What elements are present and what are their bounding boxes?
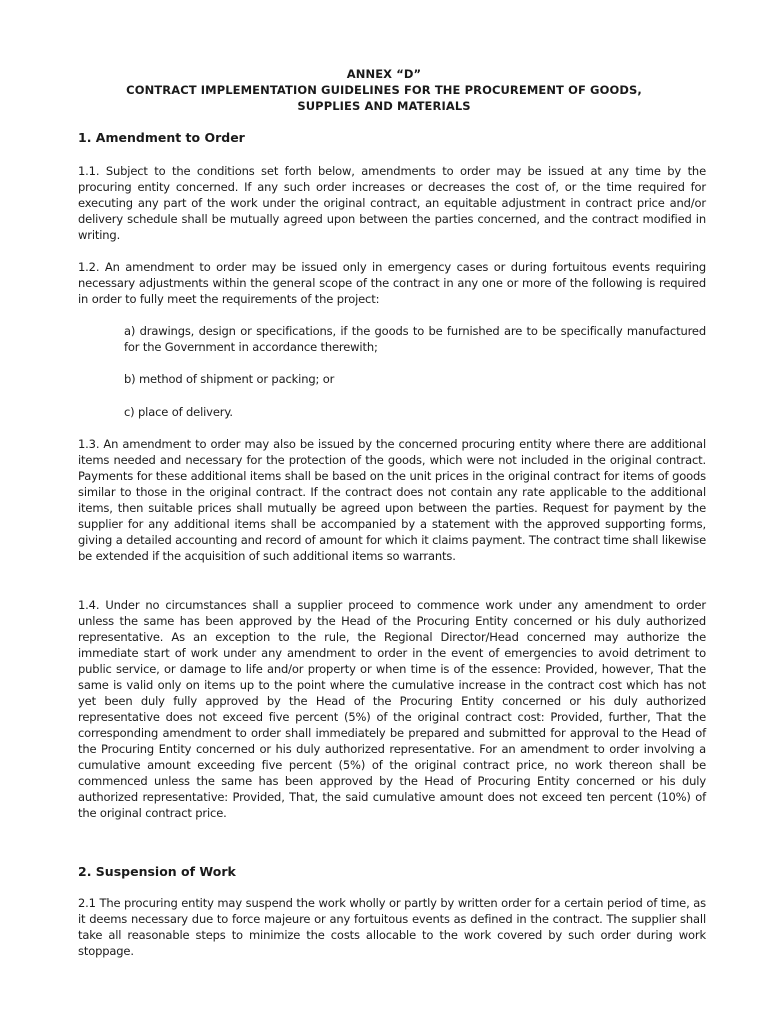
annex-label: ANNEX “D” xyxy=(346,67,422,81)
title-line: CONTRACT IMPLEMENTATION GUIDELINES FOR THE PROCUREMENT OF GOODS, xyxy=(126,83,642,97)
section-heading-amendment: 1. Amendment to Order xyxy=(78,130,245,145)
paragraph-1-4: 1.4. Under no circumstances shall a supplier proceed to commence work under any amendment to order unless the same has been approved by the Head of the Procuring Entity concerned or his duly authorized representative. As an exception to the rule, the Regional Director/Head concerned may authorize the immediate start of work under any amendment to order in the event of emergencies to avoid detriment to public service, or damage to life and/or property or when time is of the essence: Provided, however, That the same is valid only on items up to the point where the cumulative increase in the contract cost which has not yet been duly fully approved by the Head of the Procuring Entity concerned or his duly authorized representative does not exceed five percent (5%) of the original contract cost: Provided, further, That the corresponding amendment to order shall immediately be prepared and submitted for approval to the Head of the Procuring Entity concerned or his duly authorized representative. For an amendment to order involving a cumulative amount exceeding five percent (5%) of the original contract price, no work thereon shall be commenced unless the same has been approved by the Head of Procuring Entity concerned or his duly authorized representative: Provided, That, the said cumulative amount does not exceed ten percent (10%) of the original contract price. xyxy=(78,598,706,820)
document-title xyxy=(0,66,768,114)
list-item-b: b) method of shipment or packing; or xyxy=(124,372,335,386)
paragraph-1-3: 1.3. An amendment to order may also be issued by the concerned procuring entity where there are additional items needed and necessary for the protection of the goods, which were not included in the original contract. Payments for these additional items shall be based on the unit prices in the original contract for items of goods similar to those in the original contract. If the contract does not contain any rate applicable to the additional items, then suitable prices shall mutually be agreed upon between the parties. Request for payment by the supplier for any additional items shall be accompanied by a statement with the approved supporting forms, giving a detailed accounting and record of amount for which it claims payment. The contract time shall likewise be extended if the acquisition of such additional items so warrants. xyxy=(78,437,706,563)
paragraph-2-1: 2.1 The procuring entity may suspend the work wholly or partly by written order for a certain period of time, as it deems necessary due to force majeure or any fortuitous events as defined in the contract. The supplier shall take all reasonable steps to minimize the costs allocable to the work covered by such order during work stoppage. xyxy=(78,896,706,958)
paragraph-1-1: 1.1. Subject to the conditions set forth below, amendments to order may be issued at any time by the procuring entity concerned. If any such order increases or decreases the cost of, or the time required for executing any part of the work under the original contract, an equitable adjustment in contract price and/or delivery schedule shall be mutually agreed upon between the parties concerned, and the contract modified in writing. xyxy=(78,164,706,242)
list-item-c: c) place of delivery. xyxy=(124,405,233,419)
section-heading-suspension: 2. Suspension of Work xyxy=(78,864,236,879)
title-line: SUPPLIES AND MATERIALS xyxy=(297,99,471,113)
paragraph-1-2: 1.2. An amendment to order may be issued only in emergency cases or during fortuitous events requiring necessary adjustments within the general scope of the contract in any one or more of the following is required in order to fully meet the requirements of the project: xyxy=(78,260,706,306)
list-item-a: a) drawings, design or specifications, if the goods to be furnished are to be specifically manufactured for the Government in accordance therewith; xyxy=(124,324,706,354)
